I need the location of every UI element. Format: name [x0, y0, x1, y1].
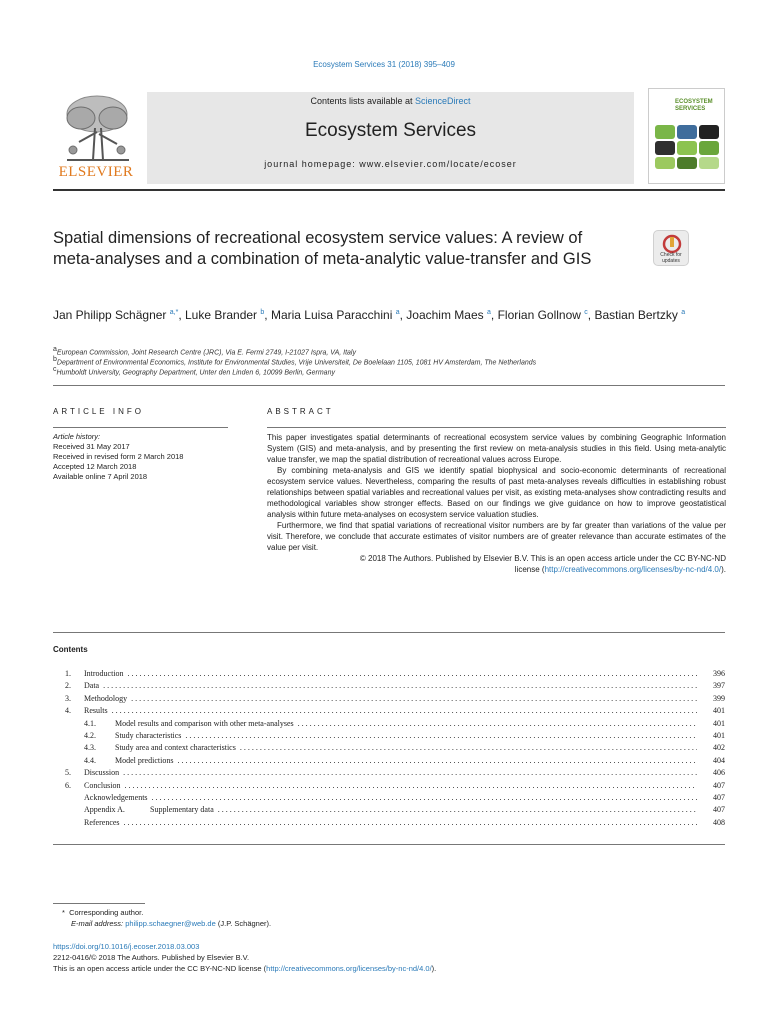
toc-label: Model predictions: [115, 755, 174, 765]
oa-suffix: ).: [431, 964, 437, 973]
contents-available-line: [147, 96, 634, 106]
author: [594, 308, 685, 322]
author-affil-marker[interactable]: a: [487, 309, 491, 316]
affiliation-key: a: [53, 346, 57, 353]
affiliation-rule: [53, 385, 725, 386]
toc-item[interactable]: [53, 804, 725, 816]
toc-number: 5.: [65, 768, 71, 778]
author-separator: ,: [264, 308, 271, 322]
history-revised: Received in revised form 2 March 2018: [53, 452, 184, 461]
toc-number: 4.2.: [84, 730, 115, 742]
affiliation-key: c: [53, 366, 57, 373]
author-separator: ,: [490, 308, 498, 322]
badge-label-line2: updates: [662, 257, 680, 264]
license-suffix: ).: [721, 565, 726, 574]
toc-number: 4.1.: [84, 718, 115, 730]
corresponding-author-note: [62, 908, 143, 918]
toc-page: 407: [701, 804, 725, 816]
toc-item[interactable]: [53, 693, 725, 705]
abstract-paragraph-1: This paper investigates spatial determinants of recreational ecosystem service values by combining Geographic Information System (GIS) and meta-analysis, and by presenting the first review on meta-analysis studies in this field. Using meta-analytic value transfer, we map the spatial distribution of recreational values across Europe.: [267, 433, 726, 464]
toc-number: 3.: [65, 693, 71, 703]
check-updates-label: [654, 253, 688, 264]
abstract-license: [267, 553, 726, 575]
corresponding-text: Corresponding author.: [69, 908, 144, 917]
author-separator: ,: [587, 308, 595, 322]
footnote-marker: *: [62, 908, 65, 917]
toc-item[interactable]: [53, 680, 725, 692]
author-affil-marker[interactable]: a: [395, 309, 400, 316]
toc-subitem[interactable]: [53, 755, 725, 767]
toc-page: 401: [701, 730, 725, 742]
cover-title-line2: SERVICES: [675, 106, 706, 112]
doi-link[interactable]: https://doi.org/10.1016/j.ecoser.2018.03.003: [53, 942, 200, 951]
history-received: Received 31 May 2017: [53, 442, 130, 451]
author: [53, 308, 185, 322]
license-line2: [267, 564, 726, 575]
elsevier-logo[interactable]: [53, 92, 139, 184]
author-name[interactable]: Joachim Maes: [406, 308, 484, 322]
author-affil-marker[interactable]: a,*: [169, 309, 179, 316]
toc-label: Methodology: [84, 693, 128, 703]
sciencedirect-link[interactable]: ScienceDirect: [415, 96, 471, 106]
toc-page: 399: [701, 693, 725, 705]
homepage-link[interactable]: www.elsevier.com/locate/ecoser: [359, 159, 517, 169]
abstract-paragraph-2: By combining meta-analysis and GIS we identify spatial biophysical and socio-economic determinants of recreational ecosystem service values. Nevertheless, comparing the results of past meta-analyses reveals difficulties in establishing robust relationships between spatial variables and recreational values per visit, as existing meta-analyses show contradicting results and methodological variables show stronger effects. Based on our findings we give guidance on how to improve geostatistical analysis within future meta-analyses on ecosystem service valuation studies.: [267, 466, 726, 519]
cover-title: [675, 99, 713, 113]
email-link[interactable]: philipp.schaegner@web.de: [125, 919, 216, 928]
article-info-heading: ARTICLE INFO: [53, 407, 144, 416]
abstract-paragraph-3: Furthermore, we find that spatial variations of recreational visitor numbers are by far greater than variations of the value per visit. Therefore, we conclude that accurate estimates of visitor numbers are of greater relevance than accurate estimates of the value per visit.: [267, 521, 726, 552]
toc-label: Discussion: [84, 768, 120, 778]
author-separator: ,: [178, 308, 185, 322]
author-affil-marker[interactable]: a: [681, 309, 686, 316]
contents-heading: Contents: [53, 645, 88, 654]
affiliation-text: European Commission, Joint Research Centre (JRC), Via E. Fermi 2749, I-21027 Ispra, VA, Italy: [56, 349, 356, 357]
author-separator: ,: [399, 308, 407, 322]
elsevier-wordmark: ELSEVIER: [58, 164, 134, 180]
toc-number: 1.: [65, 669, 71, 678]
abstract-body: [267, 432, 726, 575]
available-prefix: Contents lists available at: [310, 96, 416, 106]
toc-page: 397: [701, 680, 725, 692]
journal-citation[interactable]: Ecosystem Services 31 (2018) 395–409: [313, 60, 455, 69]
author-name[interactable]: Florian Gollnow: [497, 308, 581, 322]
toc-item[interactable]: [53, 817, 725, 829]
toc-number: Appendix A.: [84, 804, 150, 816]
toc-number: 2.: [65, 681, 71, 691]
affiliation-text: Humboldt University, Geography Department, Unter den Linden 6, 10099 Berlin, Germany: [56, 369, 335, 377]
article-history: [53, 432, 228, 482]
license-prefix: license (: [514, 565, 545, 574]
toc-subitem[interactable]: [53, 742, 725, 754]
toc-item[interactable]: [53, 668, 725, 680]
article-info-rule: [53, 427, 228, 428]
elsevier-tree-icon: [59, 92, 135, 164]
article-title: Spatial dimensions of recreational ecosystem service values: A review of meta-analyses and a combination of meta-analytic value-transfer and GIS: [53, 229, 592, 268]
toc-subitem[interactable]: [53, 730, 725, 742]
toc-page: 407: [701, 792, 725, 804]
toc-page: 402: [701, 742, 725, 754]
header-rule: [53, 189, 725, 191]
affiliation-text: Department of Environmental Economics, Institute for Environmental Studies, Vrije Universiteit, De Boelelaan 1105, 1081 HV Amsterdam, The Netherlands: [56, 359, 537, 367]
affiliation-a: [53, 346, 356, 356]
abstract-heading: ABSTRACT: [267, 407, 334, 416]
toc-page: 401: [701, 718, 725, 730]
journal-title: Ecosystem Services: [304, 120, 477, 141]
author-name[interactable]: Bastian Bertzky: [594, 308, 678, 322]
toc-number: 4.: [65, 706, 71, 716]
cover-title-line1: ECOSYSTEM: [675, 99, 713, 105]
author: [498, 308, 595, 322]
open-access-line: [53, 964, 436, 974]
toc-page: 396: [701, 668, 725, 680]
toc-item[interactable]: [53, 767, 725, 779]
journal-cover-thumbnail[interactable]: [648, 88, 725, 184]
author: [185, 308, 271, 322]
issn-line: 2212-0416/© 2018 The Authors. Published by Elsevier B.V.: [53, 953, 250, 962]
toc-label: Introduction: [84, 669, 124, 678]
oa-license-link[interactable]: http://creativecommons.org/licenses/by-nc-nd/4.0/: [266, 964, 432, 973]
license-line1: © 2018 The Authors. Published by Elsevier B.V. This is an open access article under the CC BY-NC-ND: [359, 554, 726, 563]
author-name[interactable]: Maria Luisa Paracchini: [270, 308, 393, 322]
toc-item[interactable]: [53, 780, 725, 792]
abstract-rule: [267, 427, 726, 428]
author: [406, 308, 497, 322]
author: [271, 308, 406, 322]
toc-page: 408: [701, 817, 725, 829]
license-link[interactable]: http://creativecommons.org/licenses/by-nc-nd/4.0/: [544, 565, 722, 574]
toc-label: Data: [84, 681, 100, 691]
toc-label: References: [84, 817, 120, 827]
toc-label: Conclusion: [84, 780, 121, 790]
oa-prefix: This is an open access article under the CC BY-NC-ND license (: [53, 964, 267, 973]
toc-label: Results: [84, 706, 108, 716]
toc-page: 407: [701, 780, 725, 792]
history-accepted: Accepted 12 March 2018: [53, 462, 137, 471]
toc-number: 6.: [65, 780, 71, 790]
journal-banner: [147, 92, 634, 184]
toc-number: 4.3.: [84, 742, 115, 754]
check-for-updates-badge[interactable]: [653, 230, 689, 266]
toc-label: Study characteristics: [115, 730, 182, 740]
check-updates-icon: [662, 234, 682, 254]
email-note: [71, 919, 271, 929]
footnote-rule: [53, 903, 145, 904]
toc-subitem[interactable]: [53, 718, 725, 730]
toc-page: 406: [701, 767, 725, 779]
author-list: [53, 304, 713, 324]
toc-item[interactable]: [53, 705, 725, 717]
toc-page: 401: [701, 705, 725, 717]
toc-item[interactable]: [53, 792, 725, 804]
history-online: Available online 7 April 2018: [53, 472, 148, 481]
table-of-contents: [53, 668, 725, 829]
history-label: Article history:: [53, 432, 101, 441]
email-suffix: (J.P. Schägner).: [215, 919, 272, 928]
email-label: E-mail address:: [71, 919, 126, 928]
author-name[interactable]: Luke Brander: [185, 308, 258, 322]
contents-top-rule: [53, 632, 725, 633]
affiliation-key: b: [53, 356, 57, 363]
author-affil-marker[interactable]: b: [260, 309, 265, 316]
homepage-label: journal homepage:: [264, 159, 360, 169]
journal-homepage-line: [147, 159, 634, 169]
author-affil-marker[interactable]: c: [584, 309, 588, 316]
toc-label: Supplementary data: [150, 805, 214, 815]
affiliation-b: [53, 356, 536, 366]
affiliation-c: [53, 366, 335, 376]
author-name[interactable]: Jan Philipp Schägner: [53, 308, 167, 322]
toc-number: 4.4.: [84, 755, 115, 767]
toc-label: Study area and context characteristics: [115, 743, 236, 753]
toc-page: 404: [701, 755, 725, 767]
contents-bottom-rule: [53, 844, 725, 845]
cover-artwork-icon: [653, 123, 721, 171]
toc-label: Model results and comparison with other meta-analyses: [115, 718, 294, 728]
toc-label: Acknowledgements: [84, 792, 148, 802]
badge-label-line1: Check for: [660, 252, 682, 258]
